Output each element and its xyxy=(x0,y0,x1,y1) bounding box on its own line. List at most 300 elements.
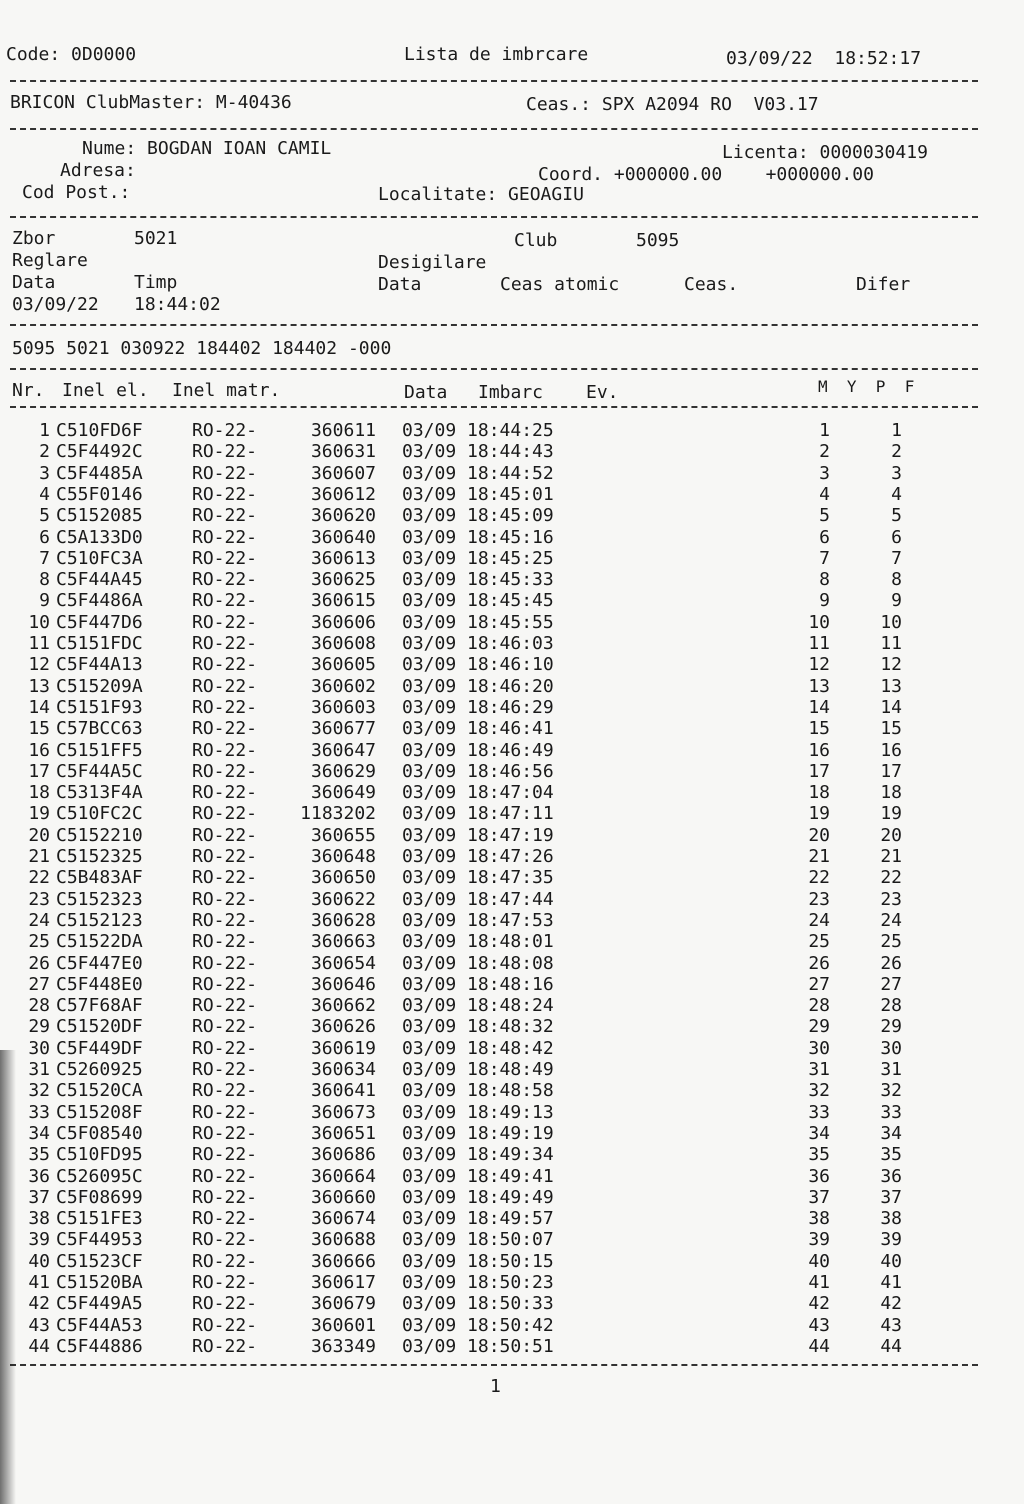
rank-m: 29 xyxy=(808,1016,830,1038)
rank-p: 32 xyxy=(880,1080,902,1102)
col-header-data: Data xyxy=(404,382,448,403)
table-row xyxy=(0,484,1024,506)
ring-prefix: RO-22- xyxy=(192,824,258,846)
rank-m: 5 xyxy=(819,505,830,527)
table-row xyxy=(0,1251,1024,1273)
electronic-ring: C5F448E0 xyxy=(56,973,143,995)
electronic-ring: C51520CA xyxy=(56,1080,143,1102)
ring-prefix: RO-22- xyxy=(192,420,258,441)
rank-p: 11 xyxy=(880,633,902,654)
table-row xyxy=(0,1272,1024,1294)
rank-p: 37 xyxy=(880,1186,902,1208)
ring-prefix: RO-22- xyxy=(192,1165,258,1187)
electronic-ring: C5F08540 xyxy=(56,1122,143,1144)
table-row xyxy=(0,1080,1024,1102)
rank-m: 32 xyxy=(808,1080,830,1102)
electronic-ring: C51522DA xyxy=(56,931,143,953)
table-row xyxy=(0,654,1024,676)
divider xyxy=(10,128,978,130)
rank-m: 31 xyxy=(808,1059,830,1080)
arrival-datetime: 03/09 18:46:56 xyxy=(402,760,554,782)
arrival-datetime: 03/09 18:46:03 xyxy=(402,633,554,654)
rank-m: 38 xyxy=(808,1208,830,1230)
rank-m: 11 xyxy=(808,633,830,654)
arrival-datetime: 03/09 18:45:33 xyxy=(402,569,554,591)
table-row xyxy=(0,1038,1024,1060)
col-header-ev: Ev. xyxy=(586,382,619,403)
arrival-datetime: 03/09 18:50:33 xyxy=(402,1293,554,1315)
table-row xyxy=(0,910,1024,932)
rank-p: 27 xyxy=(880,973,902,995)
electronic-ring: C5260925 xyxy=(56,1059,143,1080)
electronic-ring: C5151F93 xyxy=(56,696,143,718)
arrival-datetime: 03/09 18:47:11 xyxy=(402,803,554,825)
col-header-nr: Nr. xyxy=(12,380,45,401)
row-number: 24 xyxy=(28,909,50,931)
table-row xyxy=(0,1293,1024,1315)
table-row xyxy=(0,1059,1024,1081)
ring-number: 360655 xyxy=(310,824,376,846)
arrival-datetime: 03/09 18:46:10 xyxy=(402,654,554,676)
rank-p: 33 xyxy=(880,1101,902,1123)
arrival-datetime: 03/09 18:44:43 xyxy=(402,441,554,463)
row-number: 37 xyxy=(28,1186,50,1208)
col-header-inel-el: Inel el. xyxy=(62,380,149,401)
ring-prefix: RO-22- xyxy=(192,547,258,569)
ring-number: 360634 xyxy=(310,1059,376,1080)
row-number: 41 xyxy=(28,1272,50,1293)
club-number: 5095 xyxy=(636,230,680,251)
rank-m: 34 xyxy=(808,1122,830,1144)
ring-prefix: RO-22- xyxy=(192,441,258,463)
ring-prefix: RO-22- xyxy=(192,1186,258,1208)
ring-number: 360628 xyxy=(310,909,376,931)
ring-number: 360650 xyxy=(310,867,376,889)
ring-prefix: RO-22- xyxy=(192,1208,258,1230)
row-number: 5 xyxy=(39,505,50,527)
rank-m: 14 xyxy=(808,696,830,718)
rank-m: 1 xyxy=(819,420,830,441)
ring-prefix: RO-22- xyxy=(192,867,258,889)
ring-prefix: RO-22- xyxy=(192,1229,258,1251)
ring-number: 360612 xyxy=(310,483,376,505)
arrival-datetime: 03/09 18:47:26 xyxy=(402,846,554,867)
ring-prefix: RO-22- xyxy=(192,569,258,591)
flight-label: Zbor xyxy=(12,228,56,249)
ring-prefix: RO-22- xyxy=(192,483,258,505)
arrival-datetime: 03/09 18:48:24 xyxy=(402,995,554,1017)
page-title: Lista de imbrcare xyxy=(404,44,589,65)
rank-m: 21 xyxy=(808,846,830,867)
ring-number: 360617 xyxy=(310,1272,376,1293)
reglare-label: Reglare xyxy=(12,250,88,271)
arrival-datetime: 03/09 18:47:35 xyxy=(402,867,554,889)
owner-postcode: Cod Post.: xyxy=(22,182,131,203)
ring-prefix: RO-22- xyxy=(192,760,258,782)
ring-prefix: RO-22- xyxy=(192,782,258,804)
ring-number: 360608 xyxy=(310,633,376,654)
table-row xyxy=(0,676,1024,698)
table-row xyxy=(0,718,1024,740)
ring-prefix: RO-22- xyxy=(192,1080,258,1102)
row-number: 3 xyxy=(39,462,50,484)
row-number: 35 xyxy=(28,1144,50,1166)
col-header-imbarc: Imbarc xyxy=(478,382,544,403)
row-number: 29 xyxy=(28,1016,50,1038)
electronic-ring: C5F447E0 xyxy=(56,952,143,974)
ring-prefix: RO-22- xyxy=(192,1272,258,1293)
rank-m: 40 xyxy=(808,1250,830,1272)
electronic-ring: C5B483AF xyxy=(56,867,143,889)
row-number: 17 xyxy=(28,760,50,782)
ring-number: 360641 xyxy=(310,1080,376,1102)
rank-p: 36 xyxy=(880,1165,902,1187)
ring-number: 363349 xyxy=(310,1335,376,1357)
ring-prefix: RO-22- xyxy=(192,1101,258,1123)
electronic-ring: C5F4485A xyxy=(56,462,143,484)
ring-prefix: RO-22- xyxy=(192,611,258,633)
arrival-datetime: 03/09 18:48:08 xyxy=(402,952,554,974)
row-number: 22 xyxy=(28,867,50,889)
arrival-datetime: 03/09 18:49:34 xyxy=(402,1144,554,1166)
page-number: 1 xyxy=(490,1376,501,1397)
row-number: 14 xyxy=(28,696,50,718)
arrival-datetime: 03/09 18:48:01 xyxy=(402,931,554,953)
ring-prefix: RO-22- xyxy=(192,803,258,825)
ring-prefix: RO-22- xyxy=(192,1059,258,1080)
owner-name: Nume: BOGDAN IOAN CAMIL xyxy=(82,138,332,159)
rank-p: 6 xyxy=(891,526,902,548)
row-number: 28 xyxy=(28,995,50,1017)
atomic-clock-label: Ceas atomic xyxy=(500,274,620,295)
owner-license: Licenta: 0000030419 xyxy=(722,142,928,163)
rank-p: 43 xyxy=(880,1314,902,1336)
rank-p: 14 xyxy=(880,696,902,718)
arrival-datetime: 03/09 18:48:58 xyxy=(402,1080,554,1102)
arrival-datetime: 03/09 18:46:49 xyxy=(402,739,554,761)
electronic-ring: C5F449DF xyxy=(56,1037,143,1059)
rank-m: 42 xyxy=(808,1293,830,1315)
ring-prefix: RO-22- xyxy=(192,995,258,1017)
rank-m: 30 xyxy=(808,1037,830,1059)
list-code: Code: 0D0000 xyxy=(6,44,137,65)
rank-p: 4 xyxy=(891,483,902,505)
table-row xyxy=(0,761,1024,783)
electronic-ring: C5151FE3 xyxy=(56,1208,143,1230)
divider xyxy=(10,406,978,408)
ring-prefix: RO-22- xyxy=(192,1335,258,1357)
electronic-ring: C5F447D6 xyxy=(56,611,143,633)
ring-number: 360666 xyxy=(310,1250,376,1272)
ring-number: 360674 xyxy=(310,1208,376,1230)
row-number: 39 xyxy=(28,1229,50,1251)
arrival-datetime: 03/09 18:49:57 xyxy=(402,1208,554,1230)
ring-number: 360640 xyxy=(310,526,376,548)
reglare-date: 03/09/22 xyxy=(12,294,99,315)
rank-p: 30 xyxy=(880,1037,902,1059)
rank-m: 16 xyxy=(808,739,830,761)
rank-m: 27 xyxy=(808,973,830,995)
rank-p: 12 xyxy=(880,654,902,676)
arrival-datetime: 03/09 18:46:29 xyxy=(402,696,554,718)
rank-p: 44 xyxy=(880,1335,902,1357)
table-row xyxy=(0,1144,1024,1166)
divider xyxy=(10,216,978,218)
rank-m: 36 xyxy=(808,1165,830,1187)
ring-number: 360660 xyxy=(310,1186,376,1208)
electronic-ring: C510FD95 xyxy=(56,1144,143,1166)
rank-p: 13 xyxy=(880,675,902,697)
ring-number: 360605 xyxy=(310,654,376,676)
summary-line: 5095 5021 030922 184402 184402 -000 xyxy=(12,338,392,359)
ring-prefix: RO-22- xyxy=(192,590,258,612)
ring-number: 360688 xyxy=(310,1229,376,1251)
ring-number: 360607 xyxy=(310,462,376,484)
arrival-datetime: 03/09 18:45:55 xyxy=(402,611,554,633)
row-number: 4 xyxy=(39,483,50,505)
ring-prefix: RO-22- xyxy=(192,505,258,527)
rank-m: 10 xyxy=(808,611,830,633)
rank-m: 23 xyxy=(808,888,830,910)
table-row xyxy=(0,740,1024,762)
rank-m: 6 xyxy=(819,526,830,548)
rank-p: 34 xyxy=(880,1122,902,1144)
row-number: 6 xyxy=(39,526,50,548)
ring-number: 360649 xyxy=(310,782,376,804)
electronic-ring: C5313F4A xyxy=(56,782,143,804)
rank-p: 18 xyxy=(880,782,902,804)
ring-number: 360664 xyxy=(310,1165,376,1187)
rank-m: 22 xyxy=(808,867,830,889)
electronic-ring: C5152085 xyxy=(56,505,143,527)
electronic-ring: C5A133D0 xyxy=(56,526,143,548)
ring-prefix: RO-22- xyxy=(192,931,258,953)
rank-p: 38 xyxy=(880,1208,902,1230)
rank-p: 17 xyxy=(880,760,902,782)
ring-number: 360679 xyxy=(310,1293,376,1315)
owner-coordinates: Coord. +000000.00 +000000.00 xyxy=(538,164,874,185)
table-row xyxy=(0,995,1024,1017)
electronic-ring: C5F44A45 xyxy=(56,569,143,591)
owner-address: Adresa: xyxy=(60,160,136,181)
arrival-datetime: 03/09 18:45:16 xyxy=(402,526,554,548)
row-number: 40 xyxy=(28,1250,50,1272)
electronic-ring: C5F44A13 xyxy=(56,654,143,676)
table-row xyxy=(0,1123,1024,1145)
ring-number: 1183202 xyxy=(300,803,376,825)
table-row xyxy=(0,441,1024,463)
arrival-datetime: 03/09 18:47:04 xyxy=(402,782,554,804)
electronic-ring: C5F44953 xyxy=(56,1229,143,1251)
arrival-datetime: 03/09 18:45:45 xyxy=(402,590,554,612)
difference-label: Difer xyxy=(856,274,911,295)
table-row xyxy=(0,1166,1024,1188)
row-number: 19 xyxy=(28,803,50,825)
row-number: 20 xyxy=(28,824,50,846)
arrival-datetime: 03/09 18:50:23 xyxy=(402,1272,554,1293)
row-number: 36 xyxy=(28,1165,50,1187)
electronic-ring: C57BCC63 xyxy=(56,718,143,740)
ring-number: 360673 xyxy=(310,1101,376,1123)
table-row xyxy=(0,803,1024,825)
arrival-datetime: 03/09 18:46:41 xyxy=(402,718,554,740)
row-number: 34 xyxy=(28,1122,50,1144)
rank-p: 22 xyxy=(880,867,902,889)
ring-prefix: RO-22- xyxy=(192,1144,258,1166)
ring-prefix: RO-22- xyxy=(192,973,258,995)
ring-prefix: RO-22- xyxy=(192,633,258,654)
table-row xyxy=(0,1208,1024,1230)
arrival-datetime: 03/09 18:48:32 xyxy=(402,1016,554,1038)
table-row xyxy=(0,463,1024,485)
rank-m: 13 xyxy=(808,675,830,697)
ring-prefix: RO-22- xyxy=(192,888,258,910)
reglare-time: 18:44:02 xyxy=(134,294,221,315)
arrival-datetime: 03/09 18:47:53 xyxy=(402,909,554,931)
rank-p: 31 xyxy=(880,1059,902,1080)
ring-number: 360662 xyxy=(310,995,376,1017)
electronic-ring: C5151FDC xyxy=(56,633,143,654)
electronic-ring: C510FC3A xyxy=(56,547,143,569)
arrival-datetime: 03/09 18:45:25 xyxy=(402,547,554,569)
owner-locality: Localitate: GEOAGIU xyxy=(378,184,584,205)
electronic-ring: C5F44886 xyxy=(56,1335,143,1357)
ring-prefix: RO-22- xyxy=(192,526,258,548)
rank-m: 15 xyxy=(808,718,830,740)
timp-label: Timp xyxy=(134,272,178,293)
rank-p: 15 xyxy=(880,718,902,740)
col-header-inel-matr: Inel matr. xyxy=(172,380,281,401)
electronic-ring: C57F68AF xyxy=(56,995,143,1017)
rank-p: 3 xyxy=(891,462,902,484)
electronic-ring: C5F4492C xyxy=(56,441,143,463)
ring-prefix: RO-22- xyxy=(192,675,258,697)
arrival-datetime: 03/09 18:49:13 xyxy=(402,1101,554,1123)
electronic-ring: C515209A xyxy=(56,675,143,697)
row-number: 25 xyxy=(28,931,50,953)
arrival-datetime: 03/09 18:49:49 xyxy=(402,1186,554,1208)
rank-m: 17 xyxy=(808,760,830,782)
table-row xyxy=(0,612,1024,634)
row-number: 42 xyxy=(28,1293,50,1315)
rank-p: 35 xyxy=(880,1144,902,1166)
ring-number: 360620 xyxy=(310,505,376,527)
rank-p: 16 xyxy=(880,739,902,761)
ring-number: 360622 xyxy=(310,888,376,910)
rank-p: 40 xyxy=(880,1250,902,1272)
table-row xyxy=(0,1229,1024,1251)
rank-m: 24 xyxy=(808,909,830,931)
rank-p: 2 xyxy=(891,441,902,463)
ring-prefix: RO-22- xyxy=(192,1122,258,1144)
electronic-ring: C5F08699 xyxy=(56,1186,143,1208)
rank-p: 8 xyxy=(891,569,902,591)
arrival-datetime: 03/09 18:47:44 xyxy=(402,888,554,910)
rank-m: 35 xyxy=(808,1144,830,1166)
arrival-datetime: 03/09 18:48:16 xyxy=(402,973,554,995)
arrival-datetime: 03/09 18:48:42 xyxy=(402,1037,554,1059)
row-number: 12 xyxy=(28,654,50,676)
table-row xyxy=(0,633,1024,655)
divider xyxy=(10,368,978,370)
clock-id: Ceas.: SPX A2094 RO V03.17 xyxy=(526,94,819,115)
row-number: 8 xyxy=(39,569,50,591)
rank-p: 29 xyxy=(880,1016,902,1038)
electronic-ring: C5F4486A xyxy=(56,590,143,612)
row-number: 31 xyxy=(28,1059,50,1080)
ring-prefix: RO-22- xyxy=(192,1250,258,1272)
electronic-ring: C51523CF xyxy=(56,1250,143,1272)
ring-number: 360663 xyxy=(310,931,376,953)
rank-p: 26 xyxy=(880,952,902,974)
scan-shadow xyxy=(0,1050,16,1504)
arrival-datetime: 03/09 18:50:42 xyxy=(402,1314,554,1336)
table-row xyxy=(0,1315,1024,1337)
arrival-datetime: 03/09 18:49:41 xyxy=(402,1165,554,1187)
rank-m: 7 xyxy=(819,547,830,569)
ring-prefix: RO-22- xyxy=(192,1314,258,1336)
club-label: Club xyxy=(514,230,558,251)
table-row xyxy=(0,590,1024,612)
rank-m: 8 xyxy=(819,569,830,591)
desigilare-data-label: Data xyxy=(378,274,422,295)
rank-p: 19 xyxy=(880,803,902,825)
ring-number: 360686 xyxy=(310,1144,376,1166)
arrival-datetime: 03/09 18:46:20 xyxy=(402,675,554,697)
rank-m: 39 xyxy=(808,1229,830,1251)
rank-m: 43 xyxy=(808,1314,830,1336)
electronic-ring: C510FD6F xyxy=(56,420,143,441)
arrival-datetime: 03/09 18:44:25 xyxy=(402,420,554,441)
table-row xyxy=(0,1336,1024,1358)
table-row xyxy=(0,697,1024,719)
table-row xyxy=(0,867,1024,889)
electronic-ring: C5F44A53 xyxy=(56,1314,143,1336)
arrival-datetime: 03/09 18:47:19 xyxy=(402,824,554,846)
rank-p: 28 xyxy=(880,995,902,1017)
ring-prefix: RO-22- xyxy=(192,654,258,676)
rank-p: 7 xyxy=(891,547,902,569)
ring-number: 360619 xyxy=(310,1037,376,1059)
electronic-ring: C5152323 xyxy=(56,888,143,910)
arrival-datetime: 03/09 18:45:01 xyxy=(402,483,554,505)
ring-prefix: RO-22- xyxy=(192,718,258,740)
electronic-ring: C510FC2C xyxy=(56,803,143,825)
rank-m: 4 xyxy=(819,483,830,505)
rank-p: 41 xyxy=(880,1272,902,1293)
electronic-ring: C515208F xyxy=(56,1101,143,1123)
rank-m: 28 xyxy=(808,995,830,1017)
clock-label: Ceas. xyxy=(684,274,739,295)
ring-prefix: RO-22- xyxy=(192,696,258,718)
rank-p: 21 xyxy=(880,846,902,867)
row-number: 13 xyxy=(28,675,50,697)
ring-prefix: RO-22- xyxy=(192,1016,258,1038)
table-row xyxy=(0,1187,1024,1209)
electronic-ring: C55F0146 xyxy=(56,483,143,505)
ring-number: 360677 xyxy=(310,718,376,740)
ring-number: 360629 xyxy=(310,760,376,782)
row-number: 27 xyxy=(28,973,50,995)
table-row xyxy=(0,420,1024,442)
row-number: 10 xyxy=(28,611,50,633)
ring-prefix: RO-22- xyxy=(192,909,258,931)
row-number: 2 xyxy=(39,441,50,463)
ring-prefix: RO-22- xyxy=(192,952,258,974)
table-row xyxy=(0,1016,1024,1038)
electronic-ring: C5152325 xyxy=(56,846,143,867)
divider xyxy=(10,324,978,326)
